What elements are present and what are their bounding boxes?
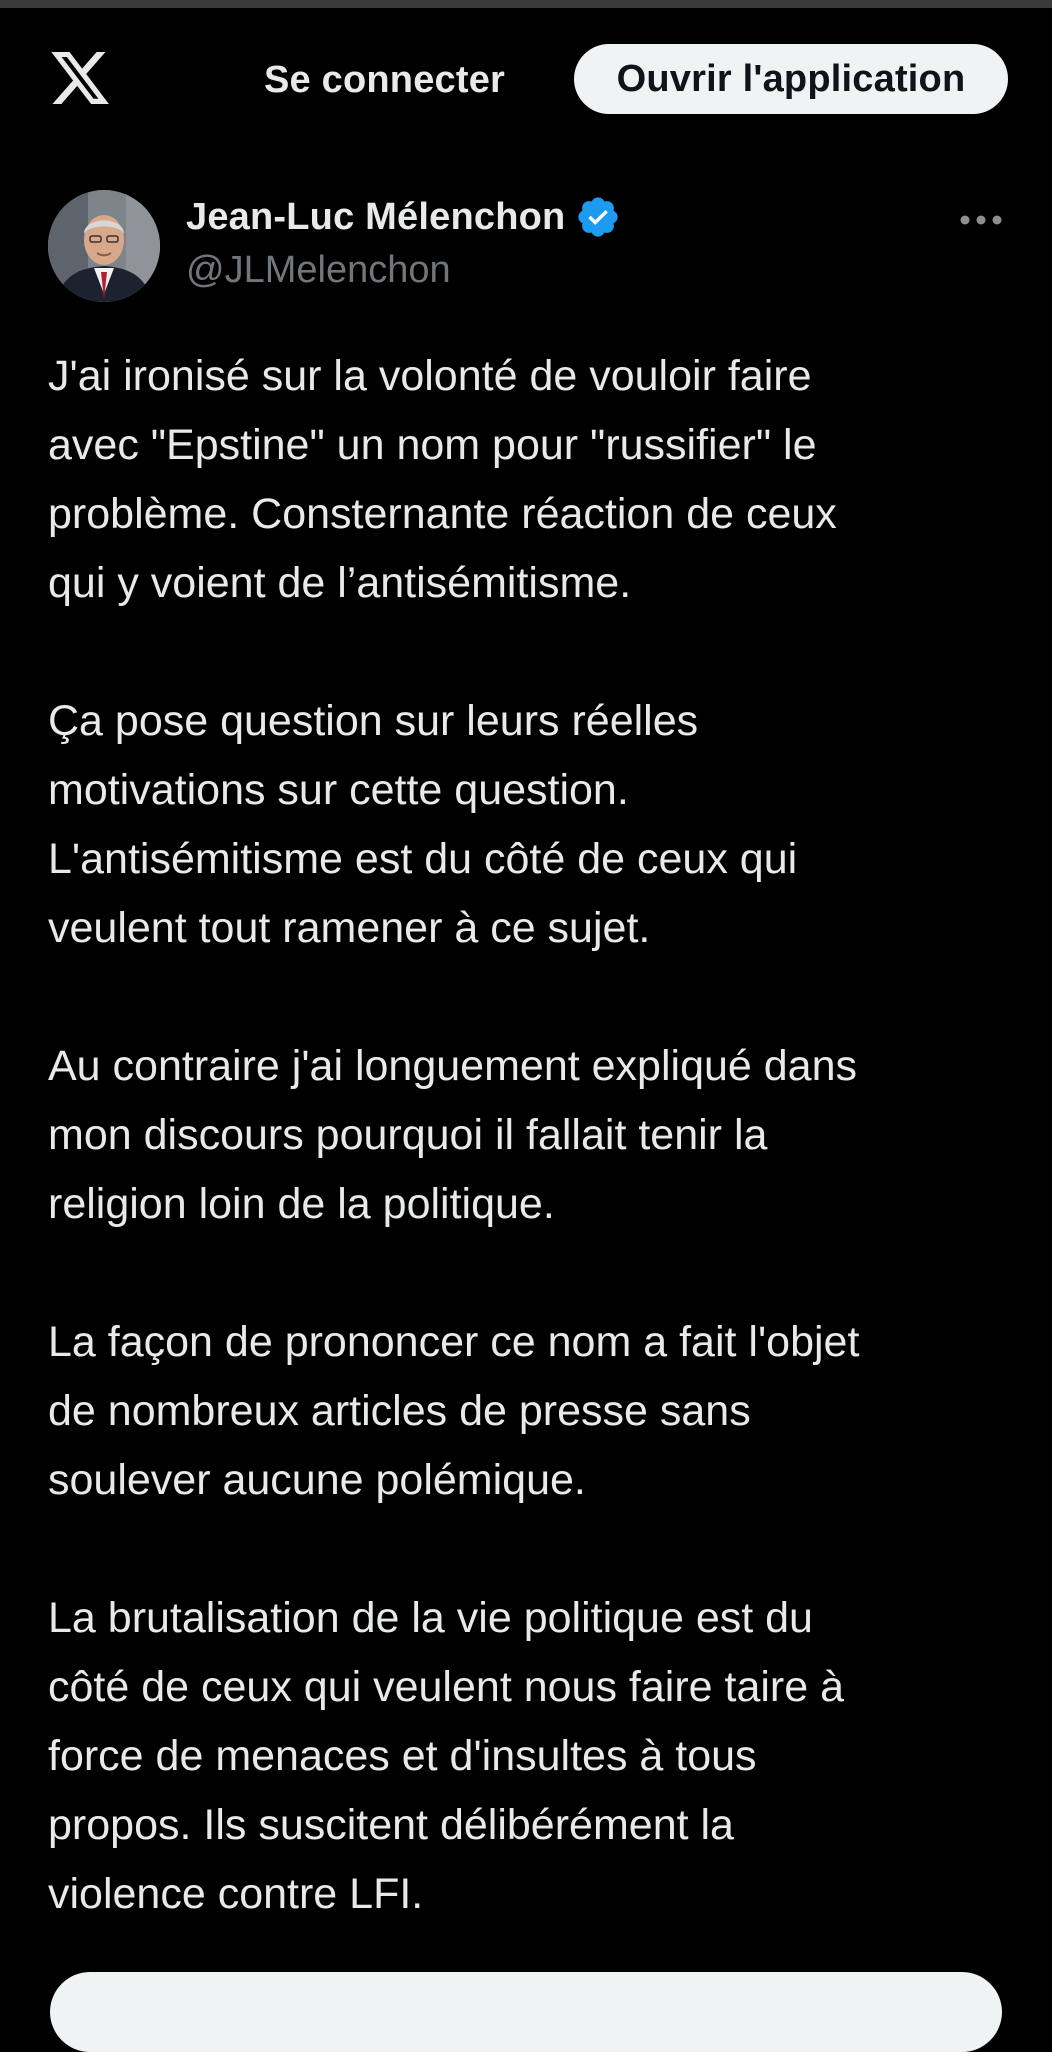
login-link[interactable]: Se connecter [264,59,506,101]
top-header [0,8,1052,148]
more-options-icon[interactable] [958,210,1004,230]
tweet-author [48,190,1004,302]
avatar[interactable] [48,190,160,302]
tweet-text: J'ai ironisé sur la volonté de vouloir faire avec "Epstine" un nom pour "russifier" le problème. Consternante réaction de ceux qui y voient de l’antisémitisme. Ça pose question sur leurs réelles motivations sur cette question. L'antisémitisme est du côté de ceux qui veulent tout ramener à ce sujet. Au contraire j'ai longuement expliqué dans mon discours pourquoi il fallait tenir la religion loin de la politique. La façon de prononcer ce nom a fait l'objet de nombreux articles de presse sans soulever aucune polémique. La brutalisation de la vie politique est du côté de ceux qui veulent nous faire taire à force de menaces et d'insultes à tous propos. Ils suscitent délibérément la violence contre LFI. [48,352,860,1918]
avatar-portrait [48,190,160,302]
user-handle[interactable]: @JLMelenchon [186,249,451,291]
display-name[interactable]: Jean-Luc Mélenchon [186,196,566,238]
bottom-action-button[interactable] [50,1972,1002,2052]
display-name-row [186,192,621,242]
verified-badge-icon [575,194,621,240]
open-app-button[interactable]: Ouvrir l'application [574,44,1008,114]
x-logo-icon[interactable] [48,46,112,110]
browser-top-strip [0,0,1052,8]
